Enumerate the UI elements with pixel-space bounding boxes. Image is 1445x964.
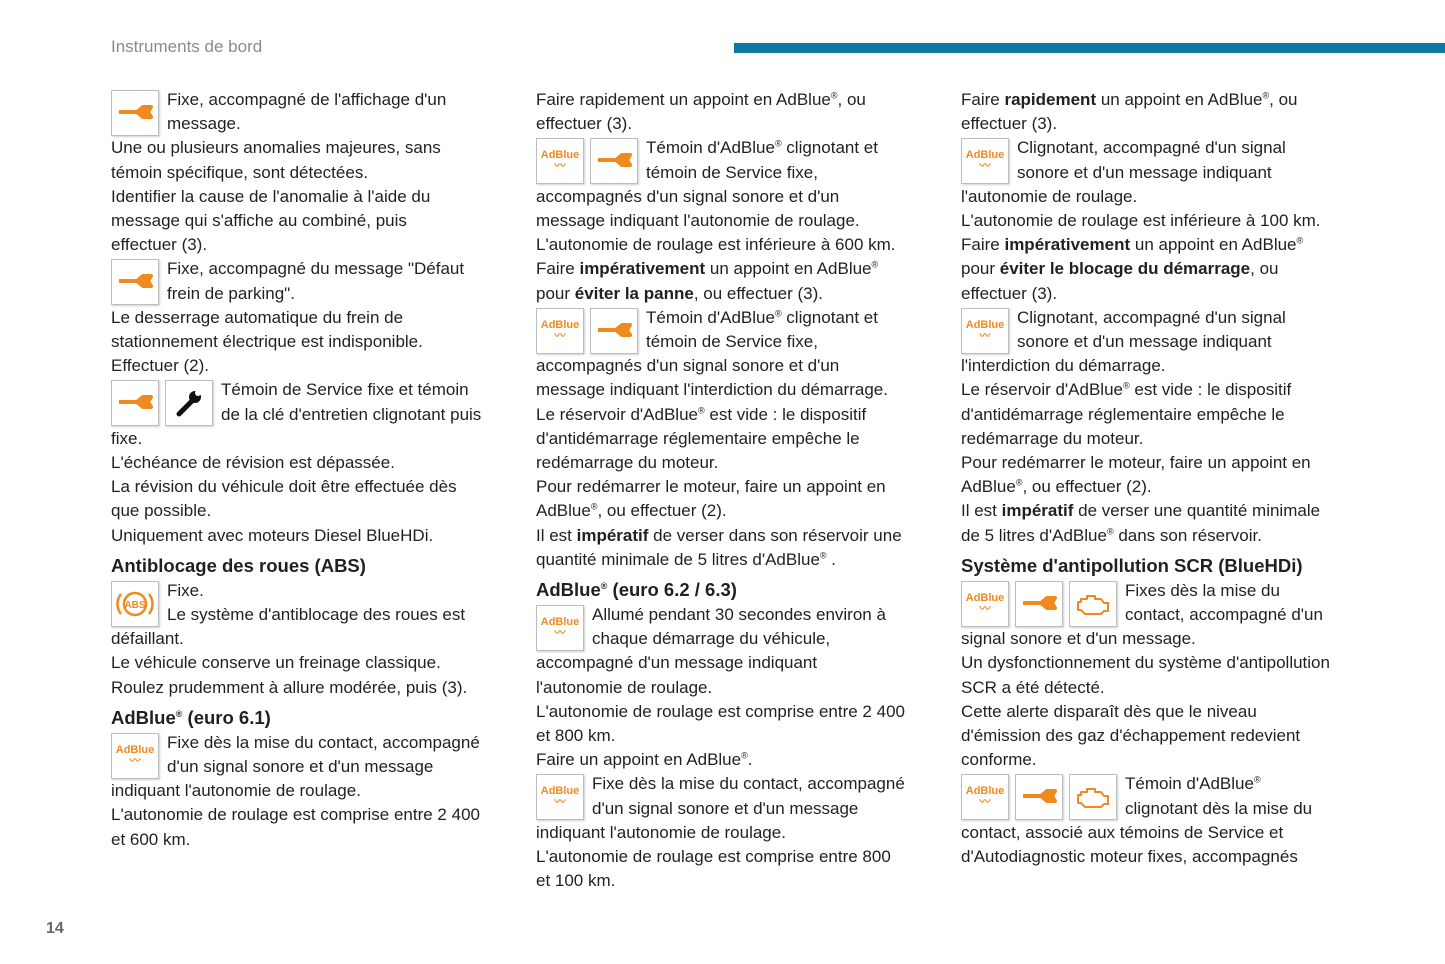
line: Roulez prudemment à allure modérée, puis (3).	[111, 677, 468, 697]
line: d'antidémarrage réglementaire empêche le	[536, 428, 860, 448]
line: l'autonomie de roulage.	[536, 677, 713, 697]
line: Une ou plusieurs anomalies majeures, sans	[111, 138, 441, 158]
line: Fixe, accompagné de l'affichage d'un	[167, 90, 447, 109]
line: Clignotant, accompagné d'un signal	[1017, 307, 1286, 327]
line: indiquant l'autonomie de roulage.	[111, 781, 361, 801]
section-heading-adblue-62: AdBlue® (euro 6.2 / 6.3)	[536, 579, 737, 601]
column-3	[961, 88, 1371, 869]
adblue-icon: AdBlue 〰	[961, 308, 1009, 354]
engine-check-icon	[1069, 774, 1117, 820]
line: accompagnés d'un signal sonore et d'un	[536, 356, 840, 376]
line: contact, associé aux témoins de Service et	[961, 822, 1284, 842]
line: Pour redémarrer le moteur, faire un appoint en	[536, 477, 886, 497]
adblue-icon: AdBlue 〰	[111, 733, 159, 779]
column-1	[111, 88, 511, 852]
line: accompagnés d'un signal sonore et d'un	[536, 186, 840, 206]
line: message qui s'affiche au combiné, puis	[111, 211, 407, 231]
line: Pour redémarrer le moteur, faire un appoint en	[961, 453, 1311, 473]
line: d'Autodiagnostic moteur fixes, accompagnés	[961, 847, 1298, 867]
line: L'autonomie de roulage est inférieure à 600 km.	[536, 235, 896, 255]
service-wrench-orange-icon	[111, 380, 159, 426]
line: de 5 litres d'AdBlue® dans son réservoir.	[961, 525, 1262, 545]
line: d'un signal sonore et d'un message	[592, 798, 859, 818]
line: L'échéance de révision est dépassée.	[111, 453, 395, 473]
line: signal sonore et d'un message.	[961, 629, 1196, 649]
line: Il est impératif de verser dans son réservoir une	[536, 525, 902, 545]
line: défaillant.	[111, 629, 184, 649]
line: AdBlue®, ou effectuer (2).	[961, 477, 1152, 497]
line: Le réservoir d'AdBlue® est vide : le dispositif	[536, 404, 867, 424]
line: message.	[167, 114, 241, 134]
line: La révision du véhicule doit être effectuée dès	[111, 477, 457, 497]
adblue-icon: AdBlue 〰	[961, 581, 1009, 627]
line: chaque démarrage du véhicule,	[592, 629, 831, 649]
line: Fixe.	[167, 580, 204, 600]
adblue-icon: AdBlue 〰	[536, 308, 584, 354]
line: témoin de Service fixe,	[646, 332, 818, 352]
line: redémarrage du moteur.	[961, 428, 1144, 448]
line: Témoin d'AdBlue®	[1125, 774, 1261, 794]
service-wrench-orange-icon	[111, 259, 159, 305]
line: clignotant dès la mise du	[1125, 798, 1313, 818]
service-wrench-orange-icon	[590, 308, 638, 354]
adblue-icon: AdBlue 〰	[536, 605, 584, 651]
line: message indiquant l'autonomie de roulage.	[536, 211, 860, 231]
line: message indiquant l'interdiction du démarrage.	[536, 380, 888, 400]
page-number: 14	[46, 920, 64, 937]
line: Témoin de Service fixe et témoin	[221, 380, 469, 400]
line: stationnement électrique est indisponible.	[111, 332, 423, 352]
line: Faire rapidement un appoint en AdBlue®, ou	[536, 90, 866, 109]
line: Cette alerte disparaît dès que le niveau	[961, 701, 1257, 721]
abs-icon-label: ABS	[124, 599, 146, 611]
line: témoin spécifique, sont détectées.	[111, 162, 369, 182]
line: Faire un appoint en AdBlue®.	[536, 750, 753, 770]
line: de la clé d'entretien clignotant puis	[221, 404, 482, 424]
line: Le desserrage automatique du frein de	[111, 307, 404, 327]
line: accompagné d'un message indiquant	[536, 653, 818, 673]
line: Fixes dès la mise du	[1125, 580, 1280, 600]
line: sonore et d'un message indiquant	[1017, 162, 1272, 182]
maintenance-spanner-icon	[165, 380, 213, 426]
service-wrench-orange-icon	[590, 138, 638, 184]
line: d'émission des gaz d'échappement redevient	[961, 726, 1301, 746]
adblue-icon: AdBlue 〰	[961, 774, 1009, 820]
line: Il est impératif de verser une quantité minimale	[961, 501, 1321, 521]
line: contact, accompagné d'un	[1125, 605, 1323, 625]
line: L'autonomie de roulage est inférieure à 100 km.	[961, 211, 1321, 231]
line: effectuer (3).	[961, 283, 1058, 303]
line: frein de parking".	[167, 283, 295, 303]
line: pour éviter le blocage du démarrage, ou	[961, 259, 1279, 279]
line: Fixe, accompagné du message "Défaut	[167, 259, 465, 279]
line: témoin de Service fixe,	[646, 162, 818, 182]
line: Clignotant, accompagné d'un signal	[1017, 138, 1286, 158]
line: quantité minimale de 5 litres d'AdBlue® .	[536, 549, 836, 569]
abs-icon	[111, 581, 159, 627]
line: Témoin d'AdBlue® clignotant et	[646, 138, 878, 158]
line: fixe.	[111, 428, 143, 448]
line: d'antidémarrage réglementaire empêche le	[961, 404, 1285, 424]
line: redémarrage du moteur.	[536, 453, 719, 473]
line: effectuer (3).	[536, 114, 633, 134]
line: Fixe dès la mise du contact, accompagné	[592, 774, 905, 794]
line: et 600 km.	[111, 829, 191, 849]
line: Le véhicule conserve un freinage classique.	[111, 653, 441, 673]
line: Effectuer (2).	[111, 356, 209, 376]
adblue-icon: AdBlue 〰	[536, 774, 584, 820]
line: Faire rapidement un appoint en AdBlue®, ou	[961, 90, 1298, 109]
adblue-icon: AdBlue 〰	[961, 138, 1009, 184]
line: AdBlue®, ou effectuer (2).	[536, 501, 727, 521]
section-heading-abs: Antiblocage des roues (ABS)	[111, 554, 366, 576]
line: et 800 km.	[536, 726, 616, 746]
service-wrench-orange-icon	[111, 90, 159, 136]
line: l'autonomie de roulage.	[961, 186, 1138, 206]
section-heading-adblue-61: AdBlue® (euro 6.1)	[111, 706, 271, 728]
line: Allumé pendant 30 secondes environ à	[592, 605, 886, 625]
engine-check-icon	[1069, 581, 1117, 627]
line: L'autonomie de roulage est comprise entre 2 400	[536, 701, 905, 721]
line: que possible.	[111, 501, 212, 521]
running-header: Instruments de bord	[111, 37, 263, 56]
line: pour éviter la panne, ou effectuer (3).	[536, 283, 823, 303]
line: Fixe dès la mise du contact, accompagné	[167, 732, 480, 752]
line: Faire impérativement un appoint en AdBlue®	[961, 235, 1304, 255]
line: Faire impérativement un appoint en AdBlue®	[536, 259, 879, 279]
line: Identifier la cause de l'anomalie à l'aide du	[111, 186, 431, 206]
line: effectuer (3).	[111, 235, 208, 255]
adblue-icon: AdBlue 〰	[536, 138, 584, 184]
line: l'interdiction du démarrage.	[961, 356, 1166, 376]
service-wrench-orange-icon	[1015, 774, 1063, 820]
line: Le réservoir d'AdBlue® est vide : le dispositif	[961, 380, 1292, 400]
line: sonore et d'un message indiquant	[1017, 332, 1272, 352]
line: Témoin d'AdBlue® clignotant et	[646, 307, 878, 327]
section-heading-scr: Système d'antipollution SCR (BlueHDi)	[961, 554, 1303, 576]
line: et 100 km.	[536, 871, 616, 891]
line: conforme.	[961, 750, 1037, 770]
line: L'autonomie de roulage est comprise entre 2 400	[111, 805, 480, 825]
line: L'autonomie de roulage est comprise entre 800	[536, 847, 891, 867]
line: indiquant l'autonomie de roulage.	[536, 822, 786, 842]
line: Un dysfonctionnement du système d'antipollution	[961, 653, 1330, 673]
service-wrench-orange-icon	[1015, 581, 1063, 627]
line: Le système d'antiblocage des roues est	[167, 605, 466, 625]
line: Uniquement avec moteurs Diesel BlueHDi.	[111, 525, 434, 545]
line: SCR a été détecté.	[961, 677, 1105, 697]
line: effectuer (3).	[961, 114, 1058, 134]
column-2	[536, 88, 936, 894]
header-accent-bar	[734, 43, 1445, 53]
line: d'un signal sonore et d'un message	[167, 757, 434, 777]
